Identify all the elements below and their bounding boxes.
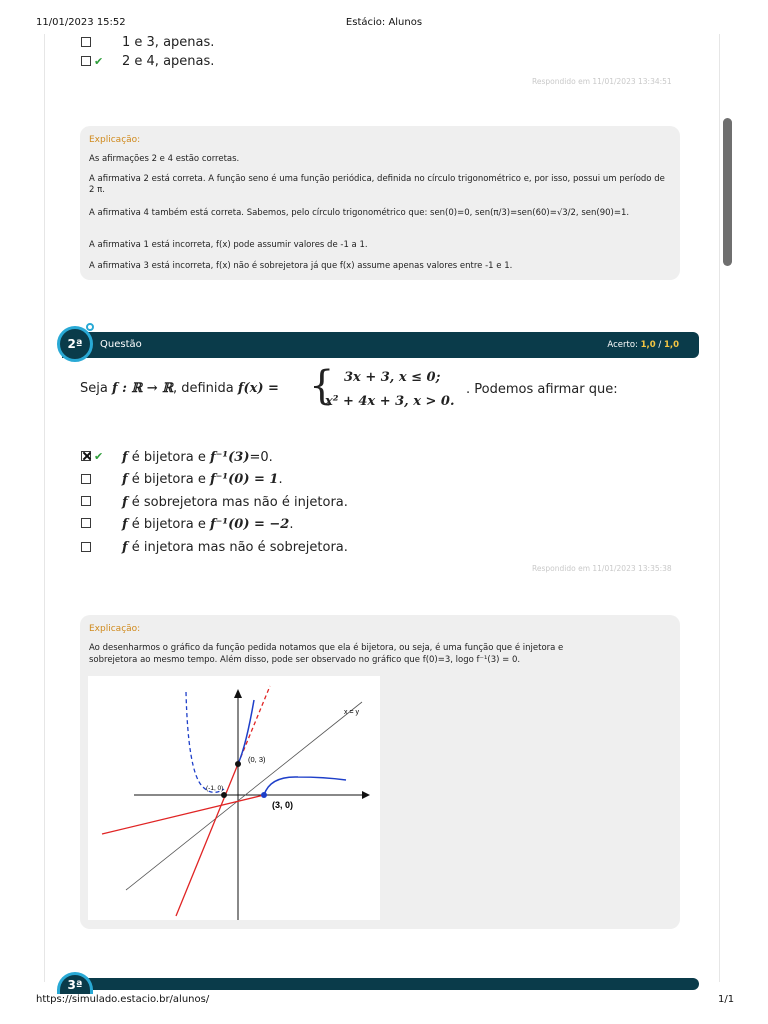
explanation-paragraph: A afirmativa 4 também está correta. Sabemos, pelo círculo trigonométrico que: sen(0)=0, sen(π/3)=sen(60)=√3/2, sen(90)=1. (89, 208, 630, 218)
point-3-0 (261, 792, 267, 798)
inverse-line-left (102, 795, 264, 834)
q2-option[interactable] (122, 450, 273, 465)
question-number-badge: 3ª (57, 972, 93, 994)
q2-option[interactable] (122, 472, 283, 487)
option-text: é sobrejetora mas não é injetora. (127, 495, 348, 510)
option-tail: =0. (249, 450, 273, 465)
y-axis-arrow-icon (234, 689, 242, 698)
option-f: f (122, 450, 128, 465)
explanation-paragraph: As afirmações 2 e 4 estão corretas. (89, 154, 240, 164)
explanation-paragraph: sobrejetora ao mesmo tempo. Além disso, pode ser observado no gráfico que f(0)=3, logo f⁻¹(3) = 0. (89, 655, 521, 665)
q2-option-checkbox[interactable] (81, 518, 91, 528)
correct-check-icon: ✔ (94, 55, 104, 68)
option-math: f⁻¹(0) = −2 (209, 517, 290, 532)
q1-option-label: 1 e 3, apenas. (122, 35, 215, 50)
parabola-dashed (186, 692, 224, 792)
label-3-0: (3, 0) (272, 800, 294, 810)
answered-timestamp: Respondido em 11/01/2023 13:35:38 (532, 564, 672, 573)
label-neg1-0: (-1, 0) (206, 785, 224, 792)
option-tail: . (289, 517, 294, 532)
explanation-title: Explicação: (89, 624, 141, 634)
function-graph-image (88, 676, 380, 920)
option-f: f (122, 472, 128, 487)
explanation-paragraph: A afirmativa 1 está incorreta, f(x) pode assumir valores de -1 a 1. (89, 240, 368, 250)
q1-option-checkbox[interactable] (81, 56, 91, 66)
point-0-3 (235, 761, 241, 767)
option-text: é bijetora e (127, 517, 210, 532)
stem-suffix: . Podemos afirmar que: (466, 382, 618, 397)
question-label: Questão (100, 339, 142, 350)
q2-option-checkbox[interactable] (81, 496, 91, 506)
print-url: https://simulado.estacio.br/alunos/ (36, 994, 210, 1005)
identity-line (126, 702, 362, 890)
q2-option[interactable] (122, 540, 348, 555)
print-page: 1/1 (718, 994, 735, 1005)
score-value: 1,0 (640, 340, 656, 350)
correct-check-icon: ✔ (94, 450, 104, 463)
stem-map: f : ℝ → ℝ (111, 381, 173, 396)
q1-option-checkbox[interactable] (81, 37, 91, 47)
score-total: 1,0 (663, 340, 679, 350)
option-math: f⁻¹(0) = 1 (209, 472, 279, 487)
scrollbar-thumb[interactable] (723, 118, 732, 266)
option-text: é injetora mas não é sobrejetora. (127, 540, 348, 555)
option-f: f (122, 495, 128, 510)
explanation-paragraph: Ao desenharmos o gráfico da função pedida notamos que ela é bijetora, ou seja, é uma função que é injetora e (89, 643, 564, 653)
score-separator: / (658, 340, 662, 350)
q1-option-label: 2 e 4, apenas. (122, 54, 215, 69)
stem-case-2: x² + 4x + 3, x > 0. (325, 394, 455, 409)
brace-icon: { (309, 363, 335, 409)
score (607, 340, 679, 350)
answered-timestamp: Respondido em 11/01/2023 13:34:51 (532, 77, 672, 86)
stem-fx: f(x) = (237, 381, 279, 396)
stem-mid: , definida (172, 381, 234, 396)
function-graph-svg (88, 676, 380, 920)
option-f: f (122, 540, 128, 555)
print-title: Estácio: Alunos (345, 17, 423, 28)
q1-explanation-box (80, 126, 680, 280)
score-label: Acerto: (607, 340, 638, 350)
option-f: f (122, 517, 128, 532)
q2-option-checkbox[interactable] (81, 474, 91, 484)
explanation-title: Explicação: (89, 135, 141, 145)
x-axis-arrow-icon (362, 791, 370, 799)
explanation-paragraph: A afirmativa 2 está correta. A função seno é uma função periódica, definida no círculo trigonométrico e, por isso, possui um período de 2 π. (89, 174, 665, 195)
q2-option-checkbox-selected[interactable] (81, 451, 91, 461)
q2-option-checkbox[interactable] (81, 542, 91, 552)
question-number-badge: 2ª (57, 326, 93, 362)
option-math: f⁻¹(3) (209, 450, 250, 465)
explanation-paragraph: A afirmativa 3 está incorreta, f(x) não é sobrejetora já que f(x) assume apenas valores entre -1 e 1. (89, 261, 513, 271)
stem-prefix: Seja (80, 381, 108, 396)
inverse-branch (264, 777, 346, 795)
identity-label: x = y (344, 709, 359, 716)
print-datetime: 11/01/2023 15:52 (36, 17, 126, 28)
q2-option[interactable] (122, 495, 348, 510)
label-0-3: (0, 3) (248, 755, 266, 764)
option-tail: . (278, 472, 283, 487)
q2-option[interactable] (122, 517, 294, 532)
option-text: é bijetora e (127, 472, 210, 487)
question-stem (80, 381, 279, 396)
point-neg1-0 (221, 792, 227, 798)
badge-dot-icon (86, 323, 94, 331)
question-header-bar (62, 332, 699, 358)
stem-case-1: 3x + 3, x ≤ 0; (344, 370, 441, 385)
option-text: é bijetora e (127, 450, 210, 465)
question-header-bar (62, 978, 699, 990)
